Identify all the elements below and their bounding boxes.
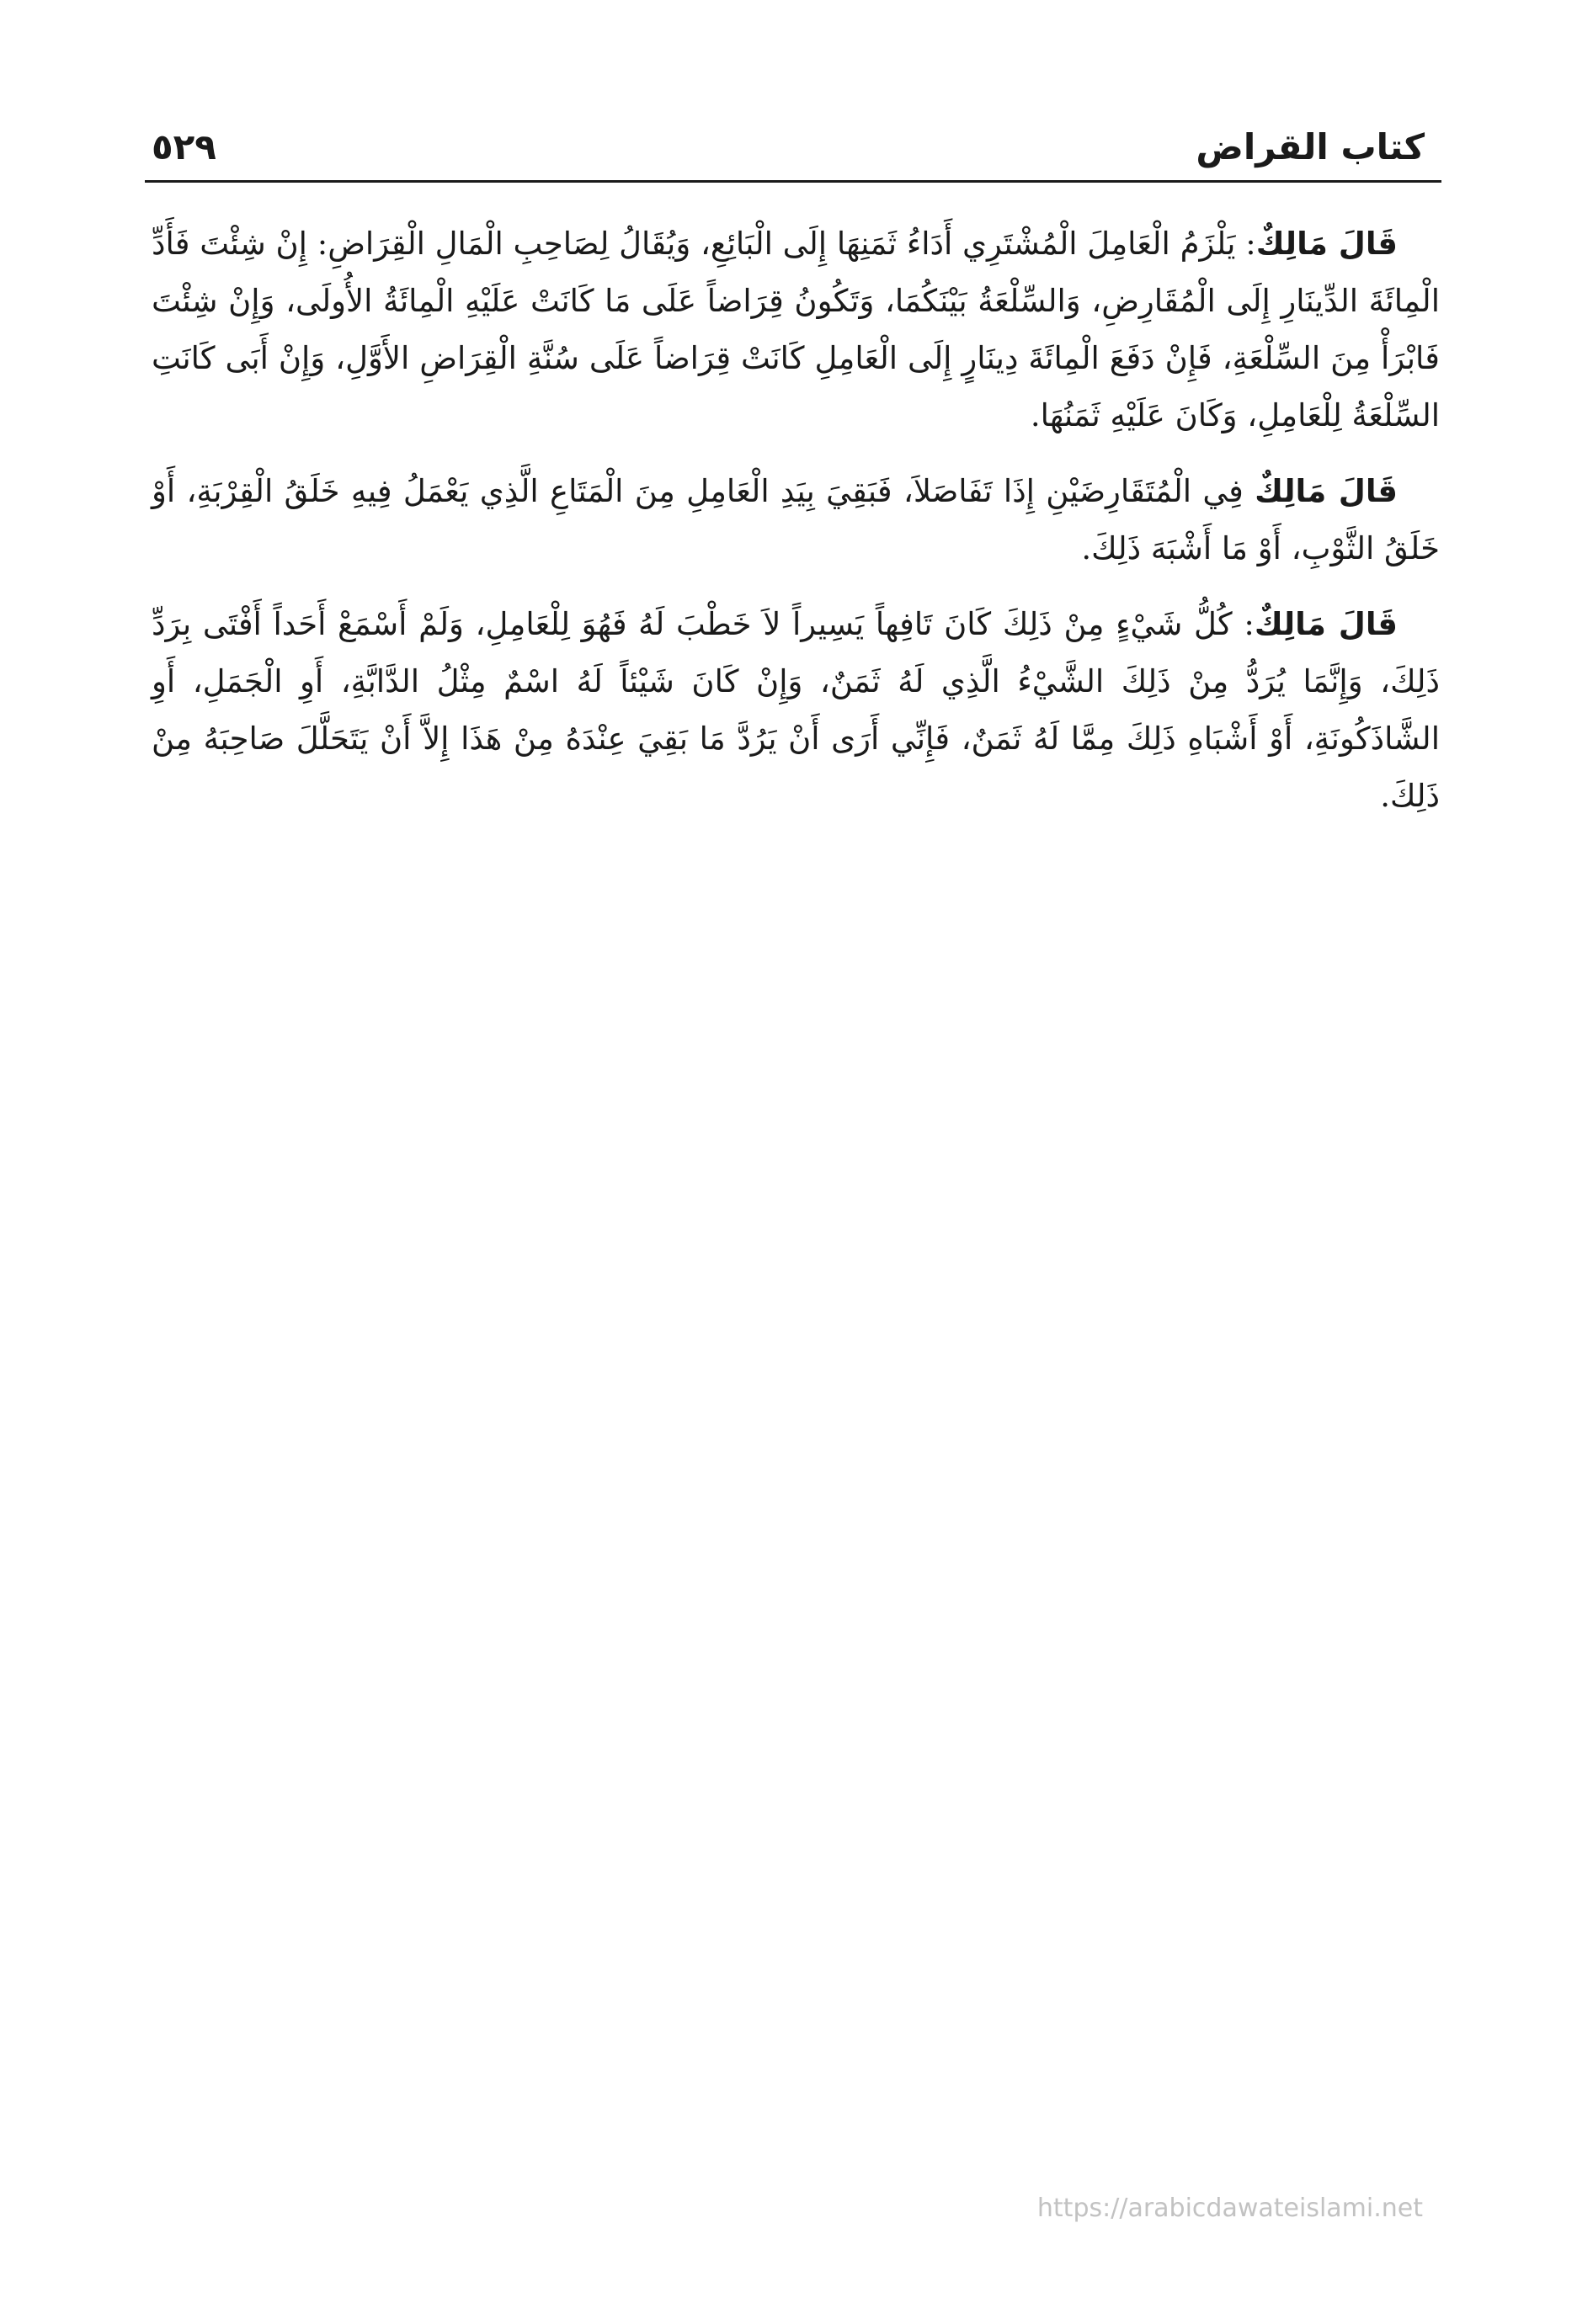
paragraph-2 xyxy=(152,463,1440,577)
paragraph-3 xyxy=(152,596,1440,825)
watermark-url: https://arabicdawateislami.net xyxy=(1036,2194,1423,2223)
paragraph-1 xyxy=(152,215,1440,444)
page-number: ٥٢٩ xyxy=(152,126,216,168)
running-header xyxy=(145,118,1441,177)
speaker-label: قَالَ مَالِكٌ xyxy=(1254,606,1398,642)
header-rule xyxy=(145,180,1441,183)
speaker-label: قَالَ مَالِكٌ xyxy=(1255,473,1398,509)
book-title: كتاب القراض xyxy=(1196,126,1425,168)
paragraph-text: : كُلُّ شَيْءٍ مِنْ ذَلِكَ كَانَ تَافِهاً يَسِيراً لاَ خَطْبَ لَهُ فَهُوَ لِلْعَامِلِ، وَلَمْ أَسْمَعْ أَحَداً أَفْتَى بِرَدِّ ذَلِكَ، وَإِنَّمَا يُرَدُّ مِنْ ذَلِكَ الشَّيْءُ الَّذِي لَهُ ثَمَنٌ، وَإِنْ كَانَ شَيْئاً لَهُ اسْمٌ مِثْلُ الدَّابَّةِ، أَوِ الْجَمَلِ، أَوِ الشَّاذَكُونَةِ، أَوْ أَشْبَاهِ ذَلِكَ مِمَّا لَهُ ثَمَنٌ، فَإِنِّي أَرَى أَنْ يَرُدَّ مَا بَقِيَ عِنْدَهُ مِنْ هَذَا إِلاَّ أَنْ يَتَحَلَّلَ صَاحِبَهُ مِنْ ذَلِكَ. xyxy=(152,606,1440,814)
paragraph-text: فِي الْمُتَقَارِضَيْنِ إِذَا تَفَاصَلاَ، فَبَقِيَ بِيَدِ الْعَامِلِ مِنَ الْمَتَاعِ الَّذِي يَعْمَلُ فِيهِ خَلَقُ الْقِرْبَةِ، أَوْ خَلَقُ الثَّوْبِ، أَوْ مَا أَشْبَهَ ذَلِكَ. xyxy=(152,473,1440,566)
main-text xyxy=(152,215,1440,843)
speaker-label: قَالَ مَالِكٌ xyxy=(1255,226,1398,262)
paragraph-text: : يَلْزَمُ الْعَامِلَ الْمُشْتَرِي أَدَاءُ ثَمَنِهَا إِلَى الْبَائِعِ، وَيُقَالُ لِصَاحِبِ الْمَالِ الْقِرَاضِ: إِنْ شِئْتَ فَأَدِّ الْمِائَةَ الدِّينَارِ إِلَى الْمُقَارِضِ، وَالسِّلْعَةُ بَيْنَكُمَا، وَتَكُونُ قِرَاضاً عَلَى مَا كَانَتْ عَلَيْهِ الْمِائَةُ الأُولَى، وَإِنْ شِئْتَ فَابْرَأْ مِنَ السِّلْعَةِ، فَإِنْ دَفَعَ الْمِائَةَ دِينَارٍ إِلَى الْعَامِلِ كَانَتْ قِرَاضاً عَلَى سُنَّةِ الْقِرَاضِ الأَوَّلِ، وَإِنْ أَبَى كَانَتِ السِّلْعَةُ لِلْعَامِلِ، وَكَانَ عَلَيْهِ ثَمَنُهَا. xyxy=(152,226,1440,433)
